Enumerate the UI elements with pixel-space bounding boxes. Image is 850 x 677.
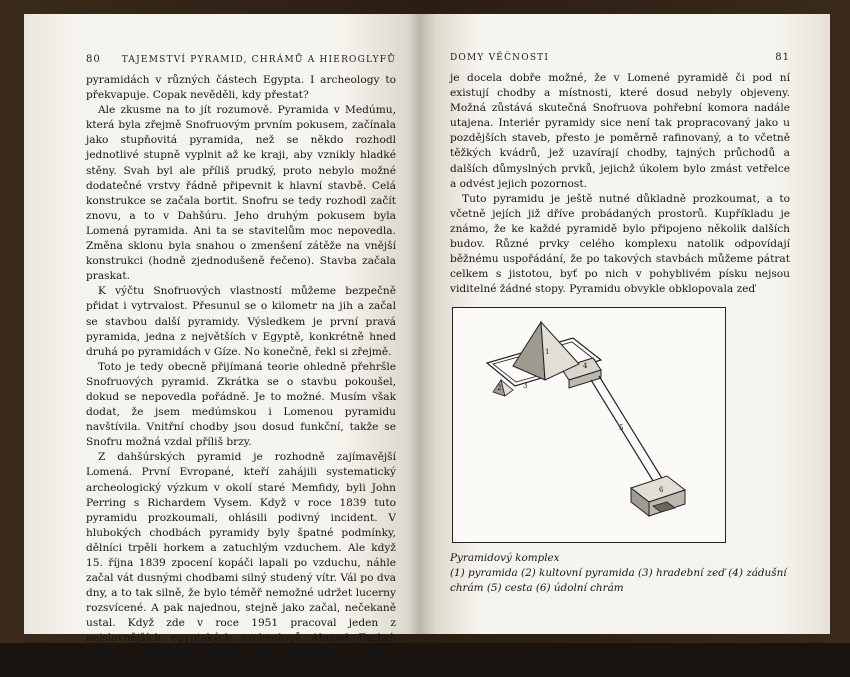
figure-caption-text: (1) pyramida (2) kultovní pyramida (3) hradební zeď (4) zádušní chrám (5) cesta (6) údolní chrám bbox=[450, 567, 787, 595]
right-page-header bbox=[450, 52, 790, 63]
figure-caption bbox=[450, 551, 790, 596]
left-running-title: TAJEMSTVÍ PYRAMID, CHRÁMŮ A HIEROGLYFŮ bbox=[121, 55, 396, 65]
figure-label: 4 bbox=[583, 362, 588, 371]
paragraph: Z dahšúrských pyramid je rozhodně zajímavější Lomená. První Evropané, kteří zahájili systematický archeologický výzkum v okolí staré Memfidy, byli John Perring s Richardem Vysem. Když v roce 1839 tuto pyramidu prozkoumali, ohlásili podivný incident. V hlubokých chodbách pyramidy byly špatné podmínky, dělníci trpěli horkem a zatuchlým vzduchem. Ale když 15. října 1839 zpocení kopáči lapali po vzduchu, náhle začal vát dusnými chodbami silný studený vítr. Vál po dva dny, a to tak silně, že bylo téměř nemožné udržet lucerny rozsvícené. A pak najednou, stejně jako začal, nečekaně ustal. Když zde v roce 1951 pracoval jeden z nejslavnějších egyptských archeologů Ahmad Fachrí, slyšel v chodbách zvláštní zvuky. Vzhledem k těmto okolnostem bbox=[86, 451, 396, 675]
paragraph: je docela dobře možné, že v Lomené pyramidě či pod ní existují chodby a místnosti, které dosud nebyly objeveny. Možná zůstává skutečná Snofruova pohřební komora nadále utajena. Interiér pyramidy sice není tak propracovaný jako u pozdějších staveb, přesto je poměrně rafinovaný, a to včetně těžkých kvádrů, jež uzavírají chodby, tajných průchodů a dalších důmyslných prvků, jejichž úkolem bylo zmást vetřelce a odvést jejich pozornost. bbox=[450, 72, 790, 190]
pyramid-complex-figure bbox=[452, 307, 726, 543]
left-page-header bbox=[86, 54, 396, 65]
paragraph: Tuto pyramidu je ještě nutné důkladně prozkoumat, a to včetně jejích již dříve probádaných prostorů. Kupříkladu je známo, že ke každé pyramidě bylo připojeno několik dalších budov. Různé prvky celého komplexu natolik odpovídají běžnému uspořádání, že po takových stavbách můžeme pátrat celkem s jistotou, byť po nich v pohyblivém písku nejsou viditelné žádné stopy. Pyramidu obvykle obklopovala zeď bbox=[450, 192, 790, 296]
paragraph: Ale zkusme na to jít rozumově. Pyramida v Medúmu, která byla zřejmě Snofruovým prvním pokusem, začínala jako stupňovitá pyramida, než se někdo rozhodl jednotlivé stupně vyplnit až ke kraji, aby vznikly hladké stěny. Svah byl ale příliš prudký, proto nebylo možné dodatečné vrstvy řádně připevnit k hlavní stavbě. Celá konstrukce se začala bortit. Snofru se tedy rozhodl začít znovu, a to v Dahšúru. Jeho druhým pokusem byla Lomená pyramida. Ani ta se stavitelům moc nepovedla. Změna sklonu byla snahou o zmenšení zátěže na vnější konstrukci (hodně zjednodušeně řečeno). Stavba začala praskat. bbox=[86, 104, 396, 283]
figure-label: 6 bbox=[659, 486, 664, 495]
paragraph: pyramidách v různých částech Egypta. I archeology to překvapuje. Copak nevěděli, kdy přestat? bbox=[86, 74, 396, 102]
paragraph: Toto je tedy obecně přijímaná teorie ohledně přehršle Snofruových pyramid. Zkrátka se o stavbu pokoušel, dokud se nepovedla pořádně. Je to možné. Musím však dodat, že jsem medúmskou i Lomenou pyramidu navštívila. Vnitřní chodby jsou dosud funkční, takže se Snofru možná vzdal příliš brzy. bbox=[86, 360, 396, 449]
left-page-text bbox=[86, 73, 396, 677]
left-page-number: 80 bbox=[86, 54, 101, 65]
right-page-text bbox=[450, 71, 790, 297]
right-page-number: 81 bbox=[775, 52, 790, 63]
paragraph: K výčtu Snofruových vlastností můžeme bezpečně přidat i vytrvalost. Přesunul se o kilometr na jih a začal se stavbou další pyramidy. Výsledkem je první pravá pyramida, jedna z největších v Egyptě, konkrétně hned druhá po pyramidách v Gíze. No konečně, řekl si zřejmě. bbox=[86, 285, 396, 358]
figure-label: 1 bbox=[545, 348, 550, 357]
pyramid-complex-illustration bbox=[453, 308, 724, 541]
figure-label: 5 bbox=[619, 424, 624, 433]
figure-caption-title: Pyramidový komplex bbox=[450, 552, 560, 565]
right-running-title: DOMY VĚČNOSTI bbox=[450, 53, 550, 63]
figure-label: 3 bbox=[523, 382, 528, 391]
figure-label: 2 bbox=[497, 384, 502, 393]
left-page bbox=[24, 14, 420, 675]
right-page bbox=[420, 14, 830, 634]
